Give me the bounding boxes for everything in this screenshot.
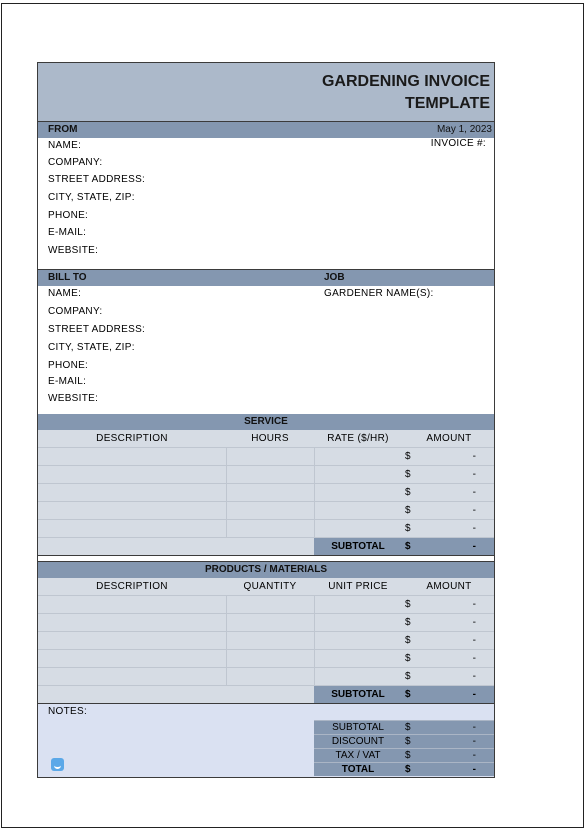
service-header: SERVICE: [38, 414, 494, 430]
invoice-number-label: INVOICE #:: [430, 138, 486, 149]
products-col-description: DESCRIPTION: [96, 581, 168, 592]
bill-to-header: BILL TO JOB: [38, 270, 494, 286]
from-section: [38, 138, 494, 269]
service-col-amount: AMOUNT: [426, 433, 472, 444]
products-header: PRODUCTS / MATERIALS: [38, 562, 494, 578]
service-col-rate: RATE ($/HR): [327, 433, 389, 444]
app-logo-icon: [51, 758, 64, 771]
bill-company-label: COMPANY:: [48, 306, 103, 317]
table-row[interactable]: $ -: [38, 447, 494, 465]
table-row[interactable]: $ -: [38, 519, 494, 537]
summary-discount: DISCOUNT $ -: [314, 734, 494, 748]
table-row[interactable]: $ -: [38, 465, 494, 483]
summary-total: TOTAL $ -: [314, 762, 494, 776]
gardener-name-label: GARDENER NAME(S):: [324, 288, 434, 299]
bill-street-label: STREET ADDRESS:: [48, 324, 146, 335]
products-subtotal-row: SUBTOTAL $ -: [38, 685, 494, 703]
table-row[interactable]: $ -: [38, 631, 494, 649]
invoice-title: GARDENING INVOICE TEMPLATE: [321, 73, 490, 112]
from-city-label: CITY, STATE, ZIP:: [48, 192, 135, 203]
table-row[interactable]: $ -: [38, 483, 494, 501]
from-company-label: COMPANY:: [48, 157, 103, 168]
bill-name-label: NAME:: [48, 288, 82, 299]
service-rows: [38, 447, 494, 555]
from-header: FROM May 1, 2023: [38, 122, 494, 138]
service-column-headers: [38, 430, 494, 447]
from-phone-label: PHONE:: [48, 210, 89, 221]
products-col-quantity: QUANTITY: [243, 581, 297, 592]
from-website-label: WEBSITE:: [48, 245, 99, 256]
table-row[interactable]: $ -: [38, 595, 494, 613]
bill-email-label: E-MAIL:: [48, 376, 87, 387]
table-row[interactable]: $ -: [38, 649, 494, 667]
summary-tax-vat: TAX / VAT $ -: [314, 748, 494, 762]
products-col-unit-price: UNIT PRICE: [328, 581, 388, 592]
from-name-label: NAME:: [48, 140, 82, 151]
notes-label: NOTES:: [48, 706, 88, 717]
from-street-label: STREET ADDRESS:: [48, 174, 146, 185]
bill-phone-label: PHONE:: [48, 360, 89, 371]
service-col-hours: HOURS: [251, 433, 289, 444]
products-column-headers: [38, 578, 494, 595]
job-header: JOB: [324, 272, 345, 283]
notes-section[interactable]: [38, 704, 494, 777]
table-row[interactable]: $ -: [38, 501, 494, 519]
bill-to-section: [38, 286, 494, 414]
table-row[interactable]: $ -: [38, 613, 494, 631]
bill-city-label: CITY, STATE, ZIP:: [48, 342, 135, 353]
bill-website-label: WEBSITE:: [48, 393, 99, 404]
products-rows: [38, 595, 494, 703]
from-email-label: E-MAIL:: [48, 227, 87, 238]
service-subtotal-value: -: [472, 541, 476, 552]
invoice-sheet: [37, 62, 495, 778]
title-band: [38, 63, 494, 122]
service-col-description: DESCRIPTION: [96, 433, 168, 444]
products-subtotal-value: -: [472, 689, 476, 700]
products-col-amount: AMOUNT: [426, 581, 472, 592]
summary-subtotal: SUBTOTAL $ -: [314, 720, 494, 734]
document-page: [1, 3, 584, 828]
table-row[interactable]: $ -: [38, 667, 494, 685]
invoice-date[interactable]: May 1, 2023: [436, 124, 492, 135]
service-subtotal-row: SUBTOTAL $ -: [38, 537, 494, 555]
